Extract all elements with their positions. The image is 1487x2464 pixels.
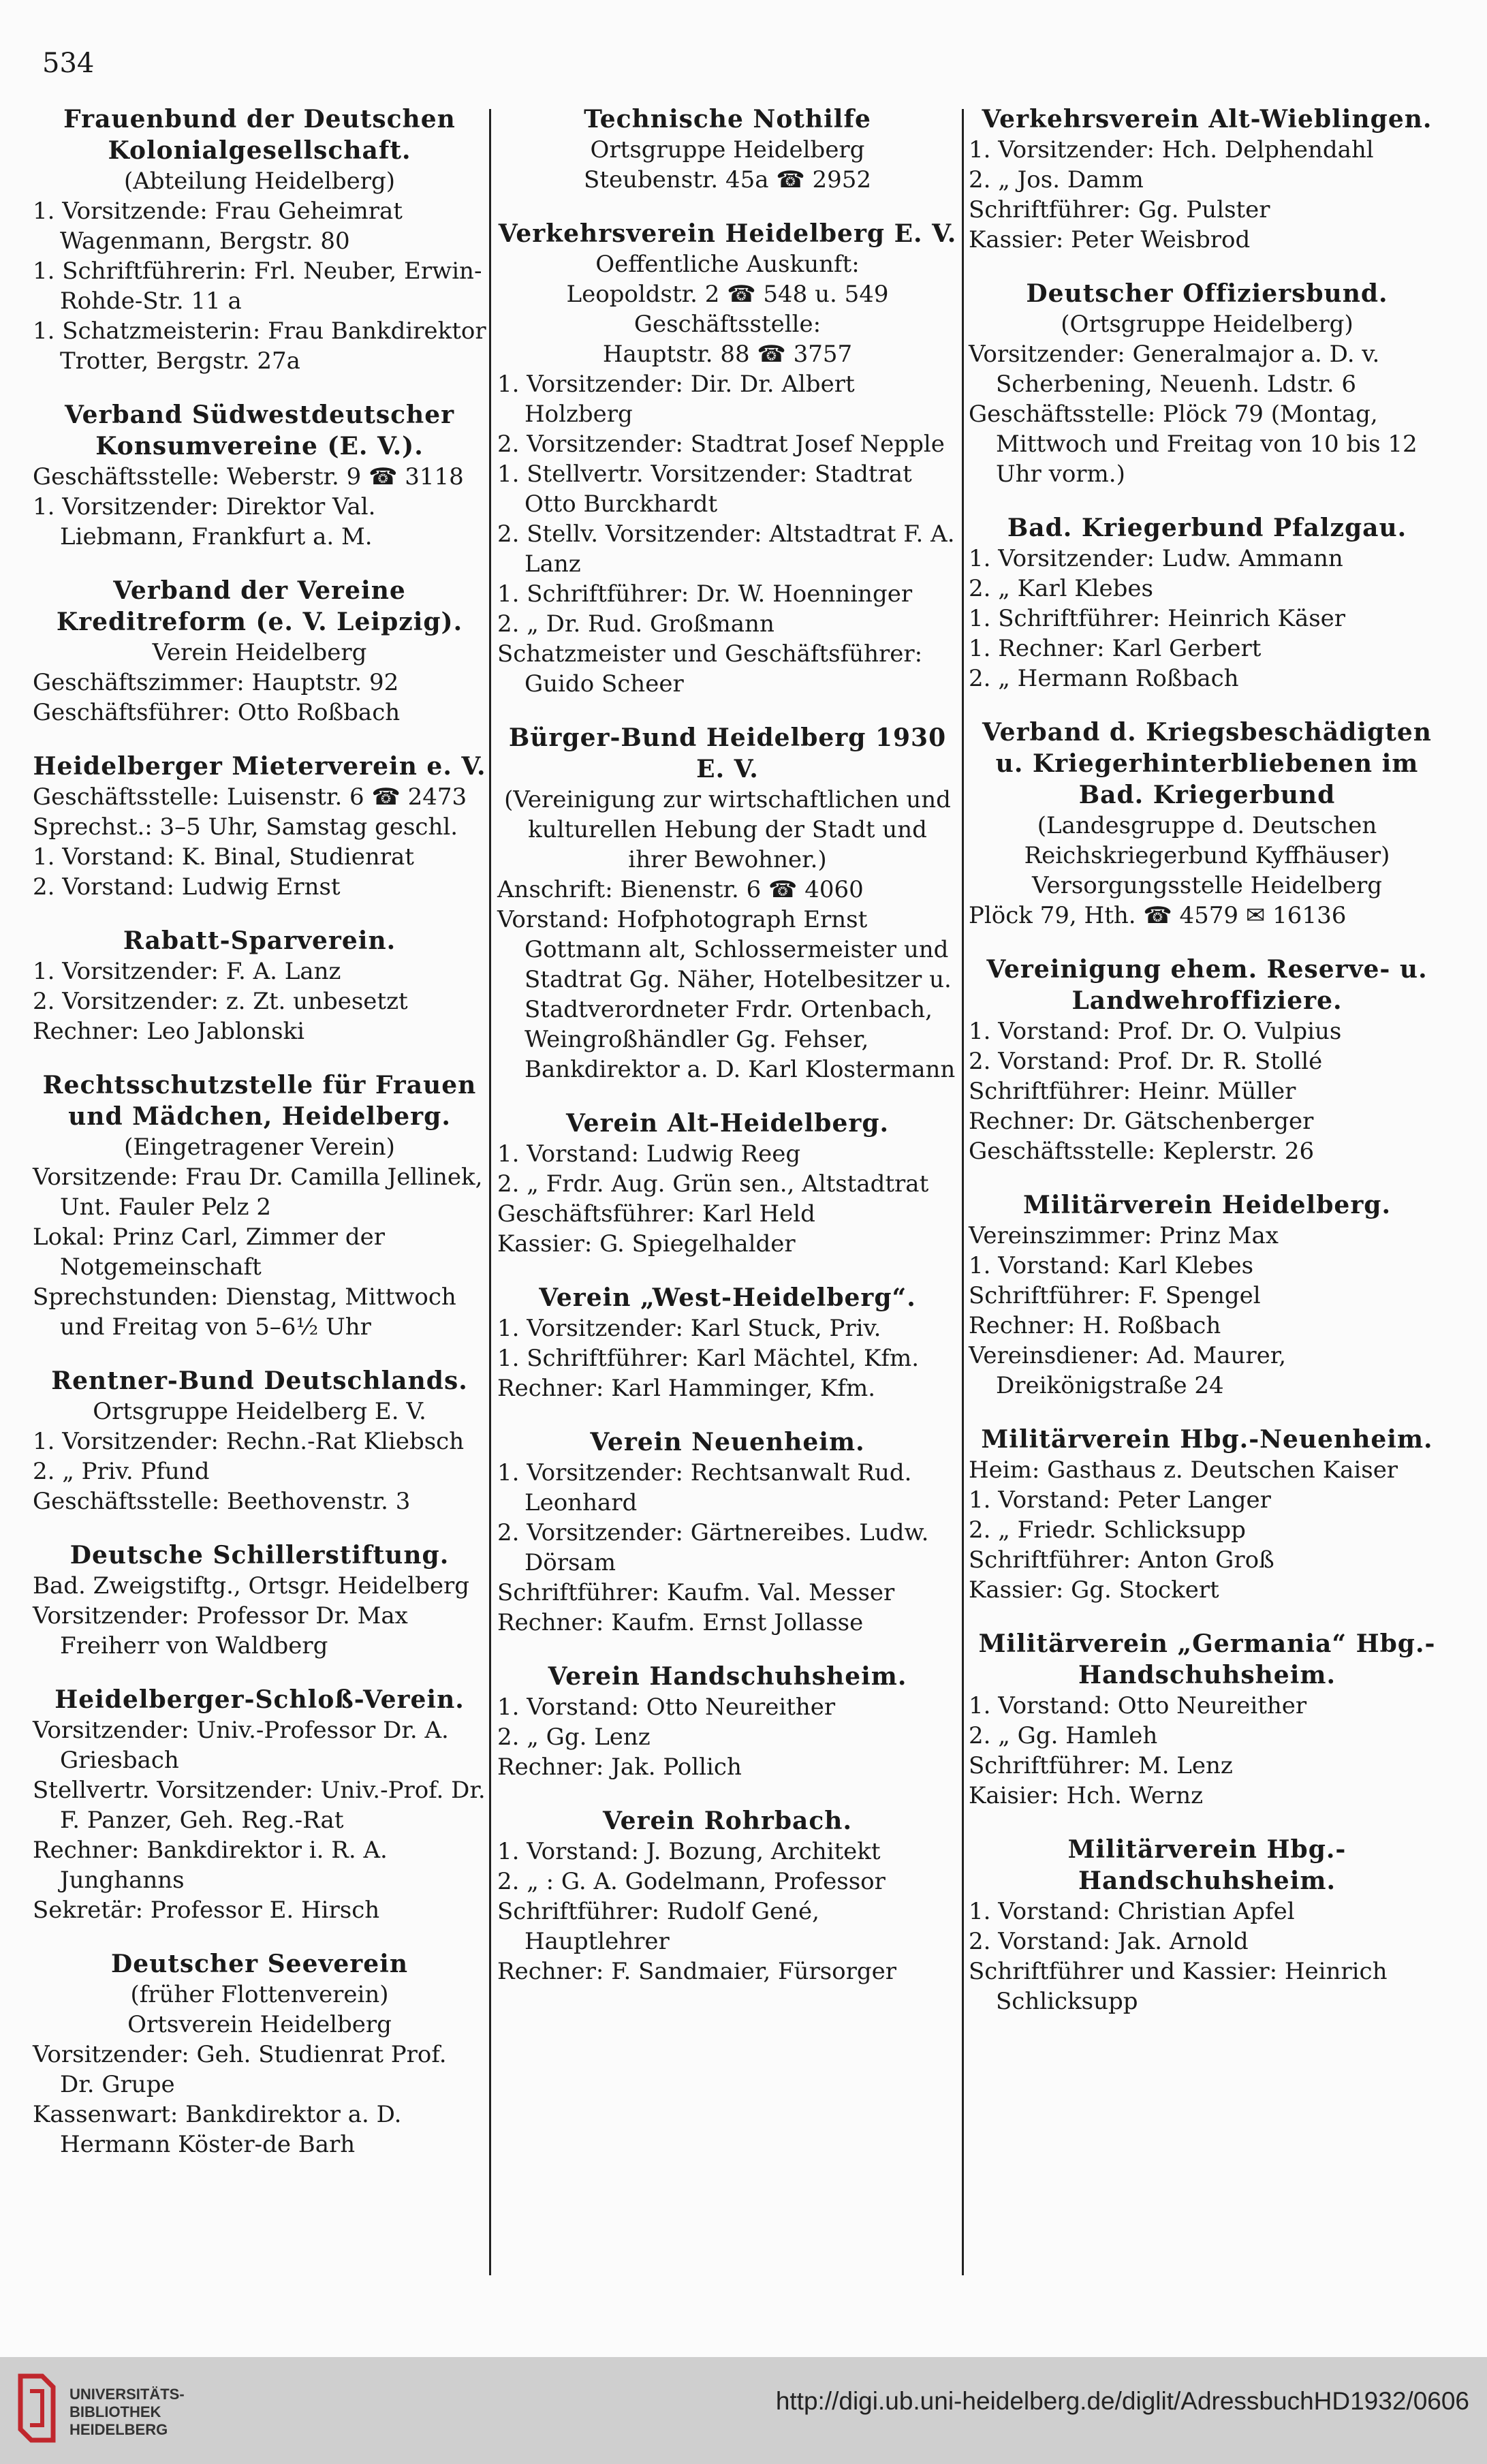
entry-line: Rechner: Karl Hamminger, Kfm. <box>497 1375 876 1402</box>
entry-line: Lokal: Prinz Carl, Zimmer der Notgemeinschaft <box>33 1223 386 1281</box>
entry-line: Vorsitzender: Generalmajor a. D. v. Scherbening, Neuenh. Ldstr. 6 <box>969 341 1380 398</box>
entry-title: Verein Handschuhsheim. <box>548 1662 907 1691</box>
directory-entry <box>33 1540 486 1661</box>
directory-entry <box>969 1189 1445 1401</box>
entry-line: Hauptstr. 88 ☎ 3757 <box>602 341 853 368</box>
column-left <box>33 104 486 2183</box>
entry-line: Ortsverein Heidelberg <box>127 2011 392 2038</box>
library-logo-text <box>69 2386 185 2439</box>
entry-line: 1. Vorsitzender: Ludw. Ammann <box>969 545 1343 572</box>
entry-title: Militärverein Hbg.-Neuenheim. <box>981 1425 1433 1454</box>
entry-line: 1. Schriftführer: Dr. W. Hoenninger <box>497 580 913 608</box>
entry-title: Verein Neuenheim. <box>590 1428 865 1456</box>
entry-line: Vereinszimmer: Prinz Max <box>969 1222 1279 1249</box>
entry-line: 2. „ Hermann Roßbach <box>969 665 1239 692</box>
entry-line: 2. Vorstand: Prof. Dr. R. Stollé <box>969 1048 1323 1075</box>
directory-entry <box>497 1426 958 1638</box>
entry-title: Rechtsschutzstelle für Frauen und Mädchen, Heidelberg. <box>42 1071 477 1131</box>
entry-line: 1. Vorstand: J. Bozung, Architekt <box>497 1838 881 1865</box>
entry-line: 1. Vorstand: K. Binal, Studienrat <box>33 843 414 871</box>
entry-line: 2. „ Karl Klebes <box>969 575 1154 602</box>
entry-line: 1. Vorstand: Christian Apfel <box>969 1898 1295 1925</box>
entry-line: 2. „ Gg. Lenz <box>497 1724 651 1751</box>
entry-line: Schriftführer: Heinr. Müller <box>969 1078 1296 1105</box>
column-divider <box>489 109 491 2275</box>
entry-line: Leopoldstr. 2 ☎ 548 u. 549 <box>566 281 889 308</box>
entry-line: 1. Schriftführer: Heinrich Käser <box>969 605 1346 632</box>
entry-line: Geschäftsstelle: <box>633 311 821 338</box>
entry-line: 1. Schatzmeisterin: Frau Bankdirektor Trotter, Bergstr. 27a <box>33 317 486 375</box>
entry-line: 2. „ Jos. Damm <box>969 166 1144 193</box>
entry-title: Verband der Vereine Kreditreform (e. V. Leipzig). <box>56 576 463 636</box>
entry-line: Versorgungsstelle Heidelberg <box>1032 872 1382 899</box>
entry-line: 2. Vorsitzender: z. Zt. unbesetzt <box>33 988 408 1015</box>
entry-line: Geschäftszimmer: Hauptstr. 92 <box>33 669 399 696</box>
entry-line: Sekretär: Professor E. Hirsch <box>33 1897 380 1924</box>
entry-line: Geschäftsstelle: Beethovenstr. 3 <box>33 1488 411 1515</box>
entry-title: Verein Alt-Heidelberg. <box>565 1109 890 1138</box>
entry-line: 1. Vorstand: Ludwig Reeg <box>497 1140 801 1168</box>
entry-line: Heim: Gasthaus z. Deutschen Kaiser <box>969 1456 1398 1484</box>
entry-line: Rechner: Leo Jablonski <box>33 1018 305 1045</box>
entry-title: Heidelberger Mieterverein e. V. <box>33 752 486 781</box>
directory-entry <box>33 925 486 1046</box>
entry-line: 2. Vorsitzender: Stadtrat Josef Nepple <box>497 431 945 458</box>
entry-title: Militärverein „Germania“ Hbg.-Handschuhsheim. <box>978 1629 1436 1689</box>
entry-line: (Vereinigung zur wirtschaftlichen und kulturellen Hebung der Stadt und ihrer Bewohner.) <box>504 786 951 873</box>
directory-entry <box>497 218 958 699</box>
entry-line: Vorsitzender: Geh. Studienrat Prof. Dr. Grupe <box>33 2041 447 2098</box>
entry-line: Rechner: Jak. Pollich <box>497 1753 742 1781</box>
entry-title: Verein „West-Heidelberg“. <box>539 1283 916 1312</box>
entry-title: Rabatt-Sparverein. <box>123 926 396 955</box>
entry-line: Vorstand: Hofphotograph Ernst Gottmann alt, Schlossermeister und Stadtrat Gg. Näher, Hotelbesitzer u. Stadtverordneter Frdr. Ortenbach, Weingroßhändler Gg. Fehser, Bankdirektor a. D. Karl Klostermann <box>497 906 956 1083</box>
entry-title: Vereinigung ehem. Reserve- u. Landwehroffiziere. <box>986 955 1428 1015</box>
directory-entry <box>969 717 1445 931</box>
directory-entry <box>497 722 958 1085</box>
entry-line: Rechner: F. Sandmaier, Fürsorger <box>497 1958 897 1985</box>
entry-line: Geschäftsstelle: Weberstr. 9 ☎ 3118 <box>33 463 464 490</box>
entry-line: 2. Stellv. Vorsitzender: Altstadtrat F. A. Lanz <box>497 520 955 578</box>
entry-line: Schriftführer: Anton Groß <box>969 1546 1274 1574</box>
entry-line: Geschäftsstelle: Keplerstr. 26 <box>969 1138 1315 1165</box>
entry-line: Ortsgruppe Heidelberg <box>590 136 865 163</box>
directory-entry <box>33 104 486 376</box>
entry-line: Anschrift: Bienenstr. 6 ☎ 4060 <box>497 876 864 903</box>
entry-line: 1. Schriftführerin: Frl. Neuber, Erwin-Rohde-Str. 11 a <box>33 258 482 315</box>
directory-entry <box>969 1424 1445 1605</box>
entry-title: Deutsche Schillerstiftung. <box>69 1541 450 1570</box>
entry-line: Schriftführer: M. Lenz <box>969 1752 1233 1779</box>
entry-line: Ortsgruppe Heidelberg E. V. <box>93 1398 426 1425</box>
entry-line: 2. Vorsitzender: Gärtnereibes. Ludw. Dörsam <box>497 1519 929 1576</box>
entry-line: (Ortsgruppe Heidelberg) <box>1061 311 1353 338</box>
entry-line: (Eingetragener Verein) <box>124 1134 395 1161</box>
entry-line: Schriftführer: Gg. Pulster <box>969 196 1270 223</box>
entry-line: Rechner: H. Roßbach <box>969 1312 1221 1339</box>
entry-line: Plöck 79, Hth. ☎ 4579 ✉ 16136 <box>969 902 1347 929</box>
entry-title: Heidelberger-Schloß-Verein. <box>54 1685 465 1714</box>
directory-entry <box>33 1070 486 1342</box>
entry-line: 1. Vorsitzender: Hch. Delphendahl <box>969 136 1374 163</box>
entry-title: Verband d. Kriegsbeschädigten u. Kriegerhinterbliebenen im Bad. Kriegerbund <box>982 718 1432 809</box>
column-right <box>969 104 1445 2040</box>
entry-title: Deutscher Seeverein <box>110 1950 409 1978</box>
logo-line: BIBLIOTHEK <box>69 2403 161 2420</box>
entry-title: Militärverein Heidelberg. <box>1023 1191 1391 1219</box>
entry-title: Verband Südwestdeutscher Konsumvereine (E. V.). <box>64 401 455 461</box>
column-middle <box>497 104 958 2010</box>
entry-line: Geschäftsstelle: Luisenstr. 6 ☎ 2473 <box>33 783 467 811</box>
directory-entry <box>33 1948 486 2159</box>
directory-entry <box>33 751 486 902</box>
entry-title: Verein Rohrbach. <box>603 1807 852 1835</box>
directory-entry <box>969 954 1445 1166</box>
entry-line: Rechner: Bankdirektor i. R. A. Junghanns <box>33 1837 388 1894</box>
directory-entry <box>33 575 486 728</box>
library-logo-icon <box>15 2372 59 2446</box>
entry-title: Militärverein Hbg.-Handschuhsheim. <box>1067 1835 1347 1895</box>
entry-line: (Abteilung Heidelberg) <box>123 168 396 195</box>
entry-line: Schriftführer: F. Spengel <box>969 1282 1261 1309</box>
entry-line: Kassier: G. Spiegelhalder <box>497 1230 796 1258</box>
entry-line: 1. Vorstand: Otto Neureither <box>969 1692 1307 1719</box>
entry-line: 1. Vorstand: Peter Langer <box>969 1486 1271 1514</box>
entry-line: 2. „ : G. A. Godelmann, Professor <box>497 1868 886 1895</box>
entry-title: Deutscher Offiziersbund. <box>1026 279 1388 308</box>
entry-line: 1. Vorsitzender: Dir. Dr. Albert Holzberg <box>497 371 855 428</box>
entry-line: Kassier: Peter Weisbrod <box>969 226 1251 253</box>
directory-entry <box>33 399 486 552</box>
directory-entry <box>497 1805 958 1986</box>
entry-line: 1. Vorsitzender: Direktor Val. Liebmann, Frankfurt a. M. <box>33 493 376 550</box>
directory-entry <box>969 512 1445 693</box>
page-number: 534 <box>42 48 95 79</box>
directory-entry <box>969 1834 1445 2016</box>
directory-entry <box>497 1108 958 1259</box>
entry-line: Stellvertr. Vorsitzender: Univ.-Prof. Dr. F. Panzer, Geh. Reg.-Rat <box>33 1777 486 1834</box>
entry-line: 1. Vorsitzender: Karl Stuck, Priv. <box>497 1315 881 1342</box>
entry-line: Verein Heidelberg <box>152 639 367 666</box>
directory-entry <box>33 1684 486 1925</box>
entry-line: Kaisier: Hch. Wernz <box>969 1782 1204 1809</box>
entry-line: Vorsitzende: Frau Dr. Camilla Jellinek, Unt. Fauler Pelz 2 <box>33 1164 483 1221</box>
entry-line: 1. Vorsitzender: F. A. Lanz <box>33 958 341 985</box>
entry-line: 2. „ Friedr. Schlicksupp <box>969 1516 1246 1544</box>
entry-line: 1. Vorsitzender: Rechn.-Rat Kliebsch <box>33 1428 465 1455</box>
directory-entry <box>497 1661 958 1782</box>
entry-title: Verkehrsverein Heidelberg E. V. <box>498 219 957 248</box>
entry-line: 2. Vorstand: Jak. Arnold <box>969 1928 1249 1955</box>
directory-entry <box>33 1365 486 1516</box>
entry-line: 1. Schriftführer: Karl Mächtel, Kfm. <box>497 1345 920 1372</box>
entry-title: Bad. Kriegerbund Pfalzgau. <box>1007 514 1407 542</box>
entry-line: 1. Vorstand: Otto Neureither <box>497 1694 836 1721</box>
entry-title: Rentner-Bund Deutschlands. <box>51 1367 468 1395</box>
entry-line: Schatzmeister und Geschäftsführer: Guido Scheer <box>497 640 923 698</box>
directory-entry <box>497 1282 958 1403</box>
directory-entry <box>969 104 1445 255</box>
entry-line: Rechner: Dr. Gätschenberger <box>969 1108 1314 1135</box>
entry-title: Frauenbund der Deutschen Kolonialgesellschaft. <box>63 105 456 165</box>
column-divider <box>962 109 964 2275</box>
entry-line: Rechner: Kaufm. Ernst Jollasse <box>497 1609 864 1636</box>
entry-line: Geschäftsführer: Karl Held <box>497 1200 815 1228</box>
entry-line: 2. „ Dr. Rud. Großmann <box>497 610 774 638</box>
footer-bar <box>0 2357 1487 2464</box>
entry-line: 1. Stellvertr. Vorsitzender: Stadtrat Otto Burckhardt <box>497 461 912 518</box>
entry-line: Vereinsdiener: Ad. Maurer, Dreikönigstraße 24 <box>969 1342 1287 1399</box>
entry-line: Geschäftsstelle: Plöck 79 (Montag, Mittwoch und Freitag von 10 bis 12 Uhr vorm.) <box>969 401 1418 488</box>
entry-line: (früher Flottenverein) <box>130 1981 389 2008</box>
entry-line: 1. Vorsitzender: Rechtsanwalt Rud. Leonhard <box>497 1459 912 1516</box>
entry-line: 1. Vorstand: Prof. Dr. O. Vulpius <box>969 1018 1342 1045</box>
directory-entry <box>969 1628 1445 1811</box>
entry-title: Bürger-Bund Heidelberg 1930 E. V. <box>508 723 947 783</box>
entry-line: Sprechstunden: Dienstag, Mittwoch und Freitag von 5–6½ Uhr <box>33 1283 456 1341</box>
entry-line: Bad. Zweigstiftg., Ortsgr. Heidelberg <box>33 1572 469 1600</box>
directory-entry <box>969 278 1445 489</box>
entry-line: (Landesgruppe d. Deutschen Reichskriegerbund Kyffhäuser) <box>1024 812 1390 869</box>
entry-line: Schriftführer und Kassier: Heinrich Schlicksupp <box>969 1958 1388 2015</box>
entry-line: Kassenwart: Bankdirektor a. D. Hermann Köster-de Barh <box>33 2101 402 2158</box>
directory-entry <box>497 104 958 195</box>
entry-line: 2. „ Priv. Pfund <box>33 1458 210 1485</box>
logo-line: HEIDELBERG <box>69 2421 168 2438</box>
entry-line: Geschäftsführer: Otto Roßbach <box>33 699 401 726</box>
logo-line: UNIVERSITÄTS- <box>69 2386 185 2403</box>
entry-line: Schriftführer: Kaufm. Val. Messer <box>497 1579 895 1606</box>
entry-line: Vorsitzender: Univ.-Professor Dr. A. Griesbach <box>33 1717 449 1774</box>
entry-line: 2. „ Frdr. Aug. Grün sen., Altstadtrat <box>497 1170 929 1198</box>
entry-line: 1. Vorsitzende: Frau Geheimrat Wagenmann, Bergstr. 80 <box>33 198 403 255</box>
entry-line: 1. Vorstand: Karl Klebes <box>969 1252 1254 1279</box>
entry-title: Verkehrsverein Alt-Wieblingen. <box>982 105 1433 134</box>
entry-line: Kassier: Gg. Stockert <box>969 1576 1219 1604</box>
entry-line: Sprechst.: 3–5 Uhr, Samstag geschl. <box>33 813 458 841</box>
entry-line: Vorsitzender: Professor Dr. Max Freiherr von Waldberg <box>33 1602 408 1659</box>
entry-line: Steubenstr. 45a ☎ 2952 <box>583 166 872 193</box>
entry-line: 2. Vorstand: Ludwig Ernst <box>33 873 341 901</box>
entry-line: 1. Rechner: Karl Gerbert <box>969 635 1262 662</box>
entry-line: Schriftführer: Rudolf Gené, Hauptlehrer <box>497 1898 819 1955</box>
entry-line: Oeffentliche Auskunft: <box>595 251 860 278</box>
source-url-link[interactable]: http://digi.ub.uni-heidelberg.de/diglit/AdressbuchHD1932/0606 <box>775 2387 1469 2415</box>
entry-line: 2. „ Gg. Hamleh <box>969 1722 1158 1749</box>
entry-title: Technische Nothilfe <box>584 105 871 134</box>
